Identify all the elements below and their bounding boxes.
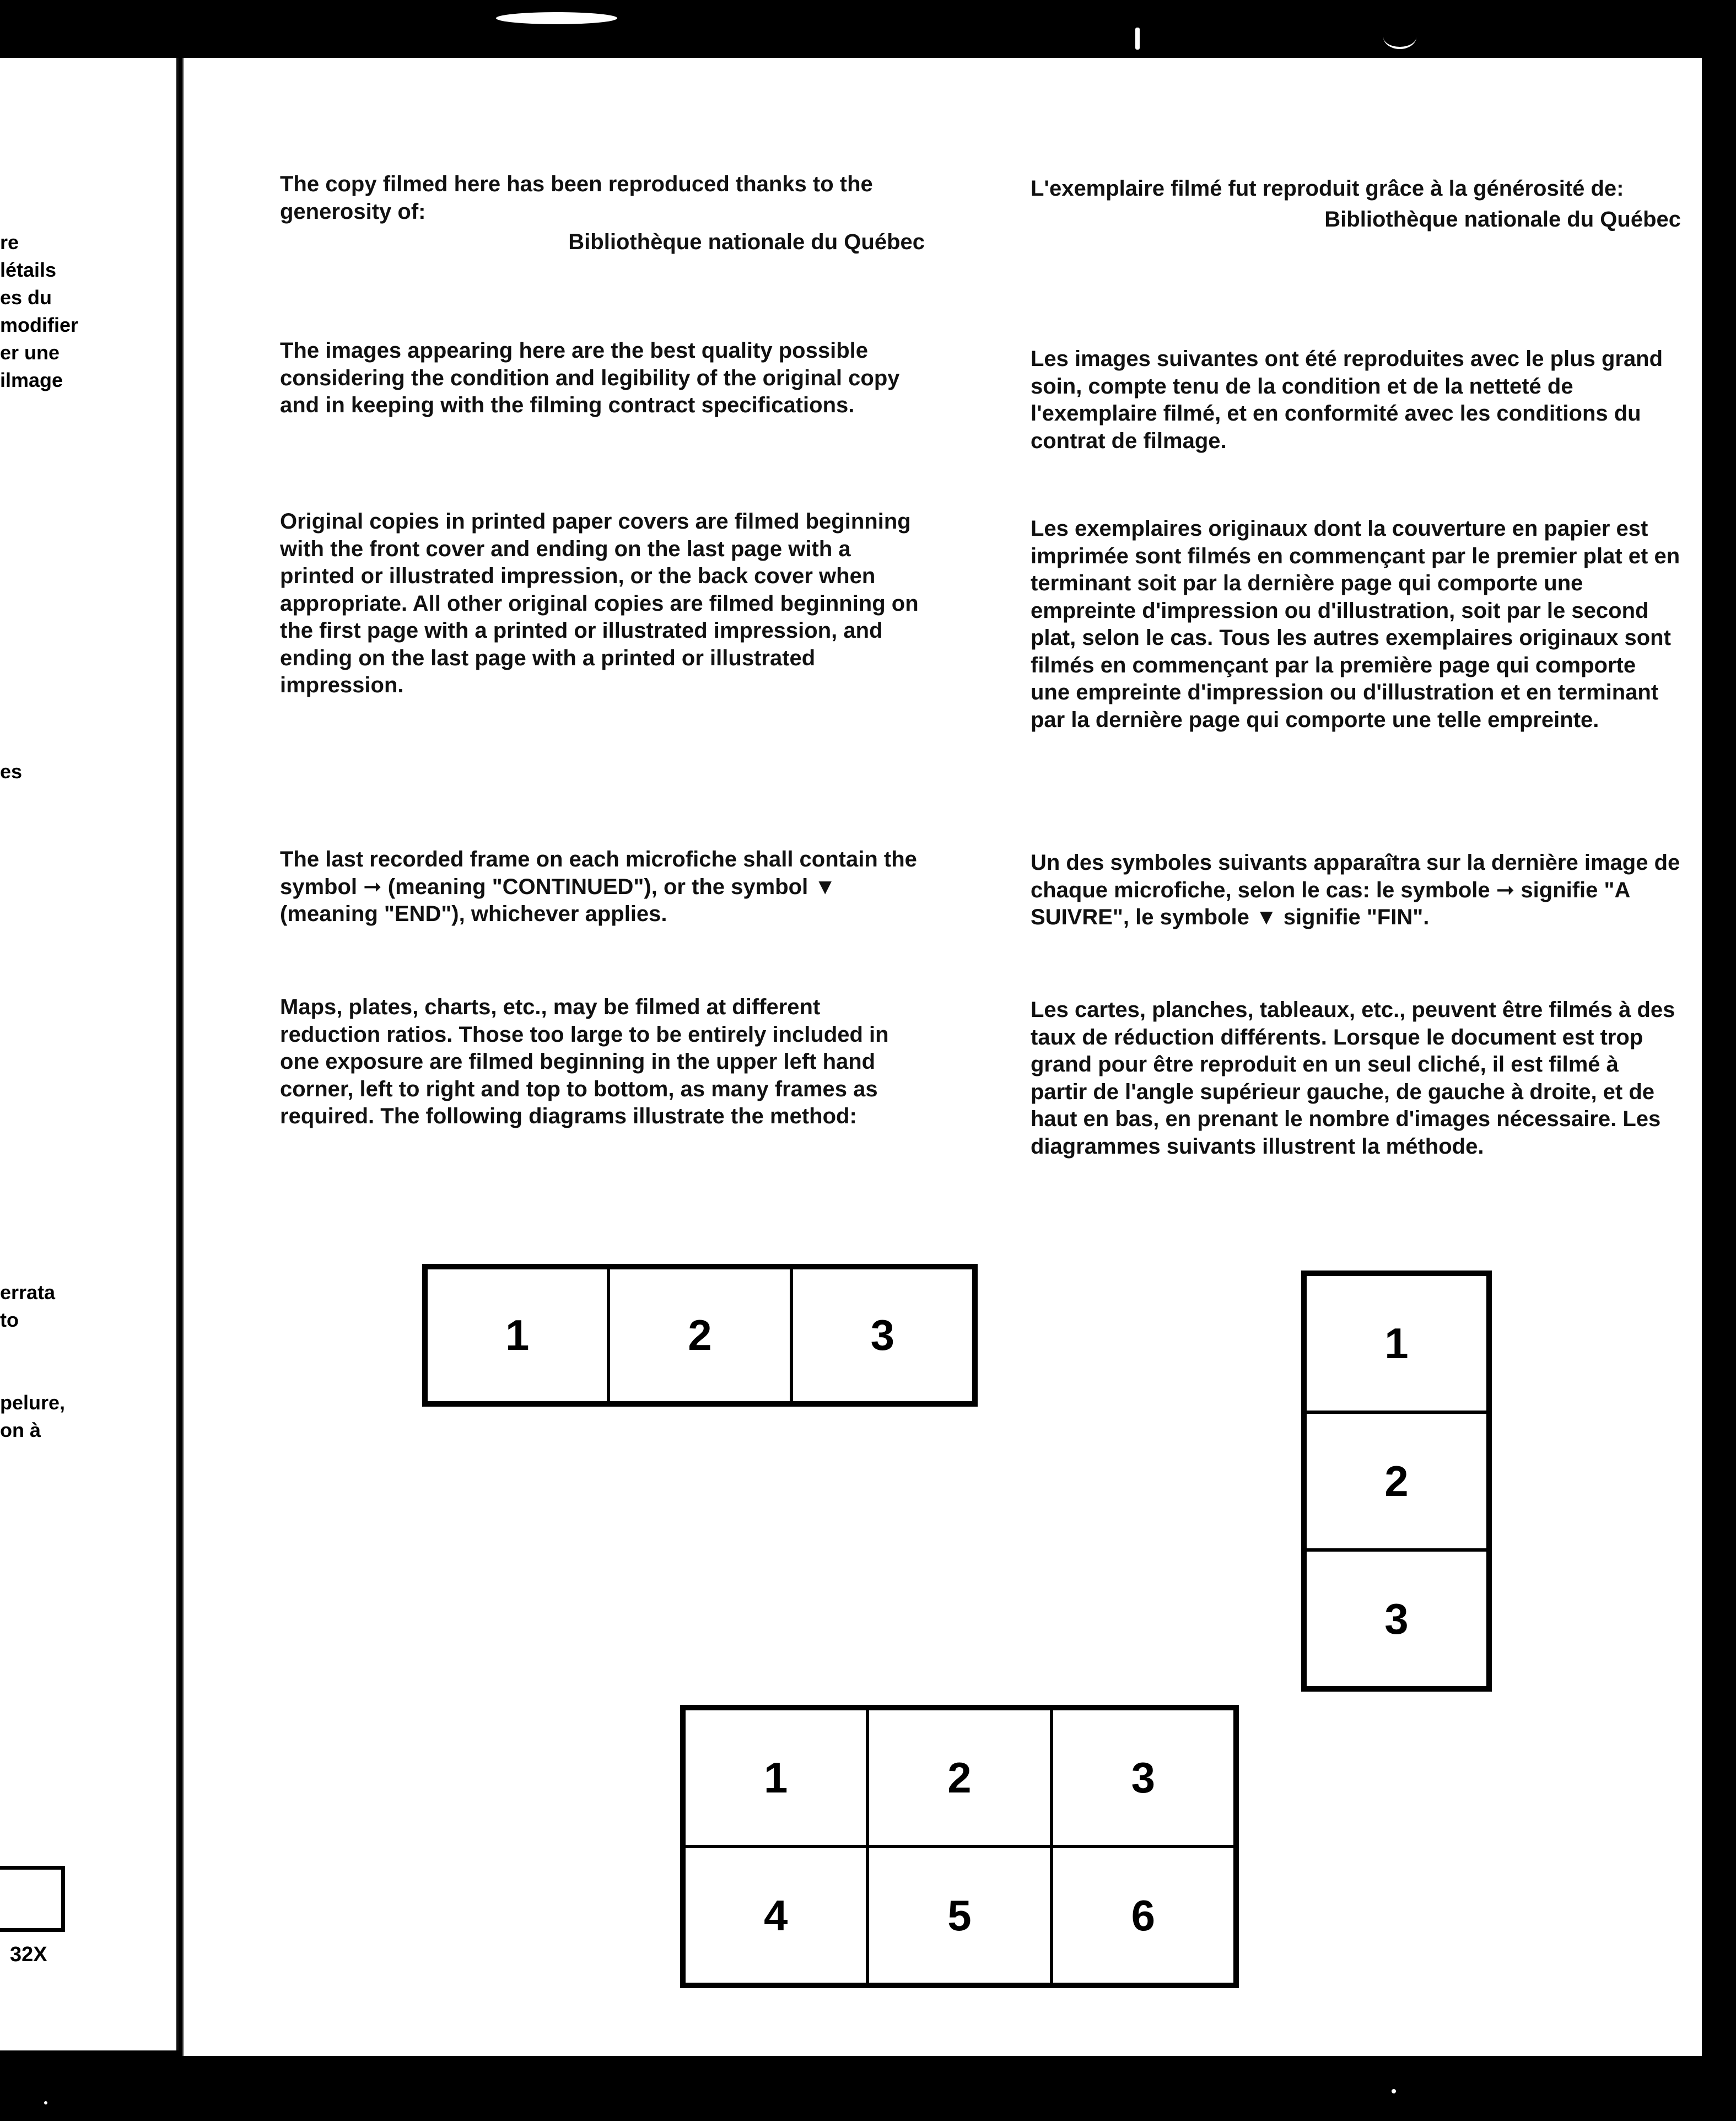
library-name: Bibliothèque nationale du Québec <box>1324 207 1681 232</box>
paragraph-quality: Les images suivantes ont été reproduites avec le plus grand soin, compte tenu de la condition et de la netteté de l'exemplaire filmé, et en conformité avec les conditions du contrat de filmage. <box>1031 347 1663 453</box>
reduction-box <box>0 1866 65 1932</box>
fragment-line: to <box>0 1309 19 1331</box>
frame-cell: 4 <box>684 1847 867 1984</box>
frame-cell: 2 <box>1305 1412 1488 1550</box>
film-speck <box>44 2101 47 2104</box>
paragraph-maps: Maps, plates, charts, etc., may be filmed at different reduction ratios. Those too large to be entirely included in one exposure are filmed beginning in the upper left hand corner, left to right and top to bottom, as many frames as required. The following diagrams illustrate the method: <box>280 995 889 1128</box>
frame-cell: 2 <box>867 1709 1051 1847</box>
film-speck <box>1135 28 1140 50</box>
paragraph-originals: Les exemplaires originaux dont la couverture en papier est imprimée sont filmés en commençant par le premier plat et en terminant soit par la dernière page qui comporte une empreinte d'impression ou d'illustration, soit par le second plat, selon le cas. Tous les autres exemplaires originaux sont filmés en commençant par la première page qui comporte une empreinte d'impression ou d'illustration et en terminant par la dernière page qui comporte une telle empreinte. <box>1031 516 1680 732</box>
fragment-line: pelure, <box>0 1391 66 1414</box>
frame-cell: 1 <box>1305 1274 1488 1412</box>
fragment-line: es du <box>0 286 52 309</box>
intro-text: L'exemplaire filmé fut reproduit grâce à la générosité de: <box>1031 176 1624 201</box>
paragraph-quality: The images appearing here are the best quality possible considering the condition and legibility of the original copy and in keeping with the filming contract specifications. <box>280 338 900 417</box>
fragment-line: re <box>0 231 19 254</box>
film-speck <box>1383 25 1416 49</box>
frame-cell: 2 <box>608 1268 791 1403</box>
frame-cell: 1 <box>426 1268 608 1403</box>
frame-cell: 3 <box>791 1268 974 1403</box>
frame-cell: 3 <box>1305 1550 1488 1688</box>
diagram-vertical <box>1301 1271 1492 1692</box>
fragment-line: er une <box>0 341 60 364</box>
reduction-label: 32X <box>10 1943 47 1966</box>
frame-cell: 6 <box>1052 1847 1235 1984</box>
diagram-horizontal <box>422 1264 978 1407</box>
paragraph-maps: Les cartes, planches, tableaux, etc., peuvent être filmés à des taux de réduction différents. Lorsque le document est trop grand pour être reproduit en un seul cliché, il est filmé à partir de l'angle supérieur gauche, de gauche à droite, et de haut en bas, en prenant le nombre d'images nécessaire. Les diagrammes suivants illustrent la méthode. <box>1031 998 1675 1159</box>
english-intro <box>280 171 925 256</box>
paragraph-symbols: The last recorded frame on each microfiche shall contain the symbol ➞ (meaning "CONTINUED"), or the symbol ▼ (meaning "END"), whichever applies. <box>280 847 917 926</box>
film-speck <box>1392 2089 1396 2093</box>
fragment-line: es <box>0 760 23 783</box>
library-name: Bibliothèque nationale du Québec <box>568 230 925 254</box>
paragraph-originals: Original copies in printed paper covers are filmed beginning with the front cover and ending on the last page with a printed or illustrated impression, or the back cover when appropriate. All other original copies are filmed beginning on the first page with a printed or illustrated impression, and ending on the last page with a printed or illustrated impression. <box>280 509 919 697</box>
fragment-line: ilmage <box>0 369 63 391</box>
paragraph-symbols: Un des symboles suivants apparaîtra sur la dernière image de chaque microfiche, selon le cas: le symbole ➞ signifie "A SUIVRE", le symbole ▼ signifie "FIN". <box>1031 850 1680 929</box>
frame-cell: 3 <box>1052 1709 1235 1847</box>
fragment-line: errata <box>0 1281 56 1304</box>
frame-cell: 1 <box>684 1709 867 1847</box>
diagram-grid <box>680 1705 1239 1988</box>
french-intro <box>1031 175 1681 233</box>
film-speck <box>496 12 617 24</box>
fragment-line: modifier <box>0 314 79 336</box>
fragment-line: létails <box>0 259 57 281</box>
intro-text: The copy filmed here has been reproduced thanks to the generosity of: <box>280 172 873 224</box>
previous-page-fragment <box>0 58 179 2050</box>
frame-cell: 5 <box>867 1847 1051 1984</box>
fragment-line: on à <box>0 1419 41 1441</box>
